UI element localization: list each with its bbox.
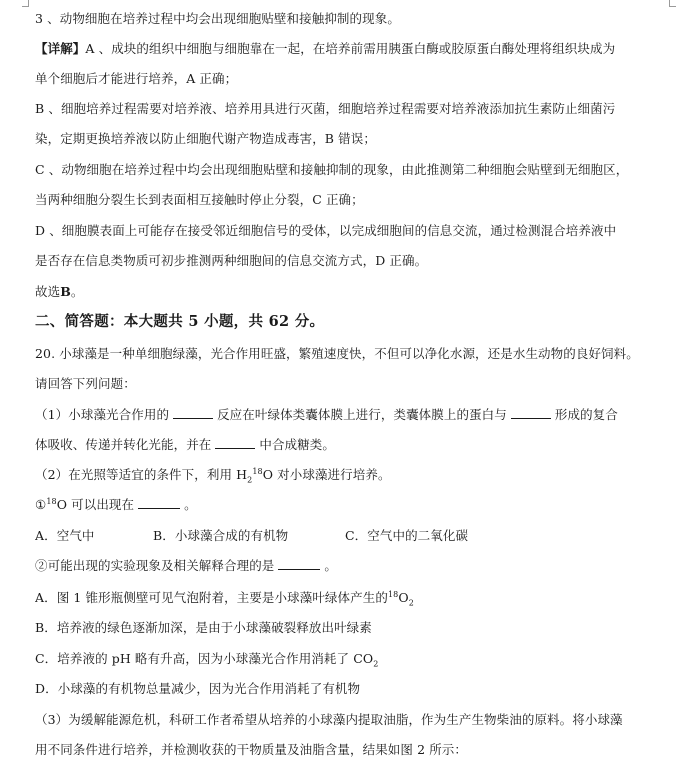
explanation-line-b: B 、细胞培养过程需要对培养液、培养用具进行灭菌，细胞培养过程需要对培养液添加抗生素防止细菌污	[35, 101, 616, 116]
option-b[interactable]: B．小球藻合成的有机物	[153, 528, 289, 543]
choice-b[interactable]: B．培养液的绿色逐渐加深，是由于小球藻破裂释放出叶绿素	[35, 620, 372, 635]
analysis-point-3: 3 、动物细胞在培养过程中均会出现细胞贴壁和接触抑制的现象。	[35, 11, 400, 26]
sub-question-2-end: 。	[324, 558, 338, 573]
choice-a-text: A．图 1 锥形瓶侧壁可见气泡附着，主要是小球藻叶绿体产生的	[35, 590, 388, 605]
answer-blank-1[interactable]	[173, 406, 213, 419]
explanation-line-c: C 、动物细胞在培养过程中均会出现细胞贴壁和接触抑制的现象，由此推测第二种细胞会贴壁到无细胞区，	[35, 162, 629, 177]
sub-question-2-text: ②可能出现的实验现象及相关解释合理的是	[35, 558, 275, 573]
explanation-line-d: D 、细胞膜表面上可能存在接受邻近细胞信号的受体，以完成细胞间的信息交流，通过检测混合培养液中	[35, 223, 617, 238]
sub-question-1-marker: ①	[35, 497, 47, 512]
page-corner-mark-left	[22, 0, 29, 7]
explanation-line-a-cont: 单个细胞后才能进行培养，A 正确；	[35, 71, 238, 86]
answer-blank-5[interactable]	[278, 557, 320, 570]
part-2-text-a: （2）在光照等适宜的条件下，利用 H	[35, 467, 248, 482]
page-corner-mark-right	[669, 0, 676, 7]
part-1-line	[35, 406, 680, 424]
answer-blank-3[interactable]	[215, 436, 255, 449]
sub-question-1-sup: 18	[46, 496, 57, 506]
question-20-stem: 20. 小球藻是一种单细胞绿藻，光合作用旺盛，繁殖速度快，不但可以净化水源，还是水生动物的良好饲料。	[35, 346, 639, 361]
part-1-text-c: 形成的复合	[554, 407, 618, 422]
answer-blank-2[interactable]	[511, 406, 551, 419]
choice-c-text: C．培养液的 pH 略有升高，因为小球藻光合作用消耗了 CO	[35, 651, 374, 666]
question-20-prompt: 请回答下列问题：	[35, 376, 136, 391]
choice-a-o: O	[398, 590, 409, 605]
part-3-line: （3）为缓解能源危机，科研工作者希望从培养的小球藻内提取油脂，作为生产生物柴油的原料。将小球藻	[35, 712, 623, 727]
answer-choice: B	[60, 284, 71, 299]
part-1-text-b: 反应在叶绿体类囊体膜上进行，类囊体膜上的蛋白与	[217, 407, 507, 422]
explanation-label: 【详解】	[35, 41, 86, 56]
option-c[interactable]: C．空气中的二氧化碳	[345, 528, 469, 543]
part-2-sup: 18	[252, 466, 263, 476]
choice-c[interactable]	[35, 650, 680, 668]
explanation-line-c-cont: 当两种细胞分裂生长到表面相互接触时停止分裂，C 正确；	[35, 192, 364, 207]
explanation-a-text: A 、成块的组织中细胞与细胞靠在一起，在培养前需用胰蛋白酶或胶原蛋白酶处理将组织块成为	[85, 41, 616, 56]
choice-d[interactable]: D．小球藻的有机物总量减少，因为光合作用消耗了有机物	[35, 681, 361, 696]
part-1-text-d: 体吸收、传递并转化光能，并在	[35, 437, 212, 452]
part-3-line-cont: 用不同条件进行培养，并检测收获的干物质量及油脂含量，结果如图 2 所示：	[35, 742, 468, 757]
explanation-line-d-cont: 是否存在信息类物质可初步推测两种细胞间的信息交流方式，D 正确。	[35, 253, 428, 268]
section-heading: 二、简答题：本大题共 5 小题，共 62 分。	[35, 313, 325, 330]
answer-prefix: 故选	[35, 284, 61, 299]
part-1-text-e: 中合成糖类。	[259, 437, 336, 452]
sub-question-2	[35, 557, 680, 575]
options-row	[35, 527, 680, 545]
explanation-line-b-cont: 染，定期更换培养液以防止细胞代谢产物造成毒害，B 错误；	[35, 131, 376, 146]
choice-a-sub: 2	[408, 598, 414, 607]
choice-a[interactable]	[35, 589, 680, 607]
choice-a-sup: 18	[387, 589, 399, 599]
part-2-sub: 2	[247, 475, 253, 484]
answer-line	[35, 283, 680, 301]
sub-question-1-text: O 可以出现在	[56, 497, 135, 512]
sub-question-1-end: 。	[184, 497, 197, 512]
explanation-line-a	[35, 40, 680, 58]
part-1-text-a: （1）小球藻光合作用的	[35, 407, 170, 422]
answer-end: 。	[70, 284, 84, 299]
part-2-text-b: O 对小球藻进行培养。	[262, 467, 391, 482]
option-a[interactable]: A．空气中	[35, 528, 95, 543]
sub-question-1	[35, 496, 680, 514]
part-1-line-cont	[35, 436, 680, 454]
part-2-line	[35, 466, 680, 484]
choice-c-sub: 2	[373, 659, 379, 668]
answer-blank-4[interactable]	[138, 496, 180, 509]
